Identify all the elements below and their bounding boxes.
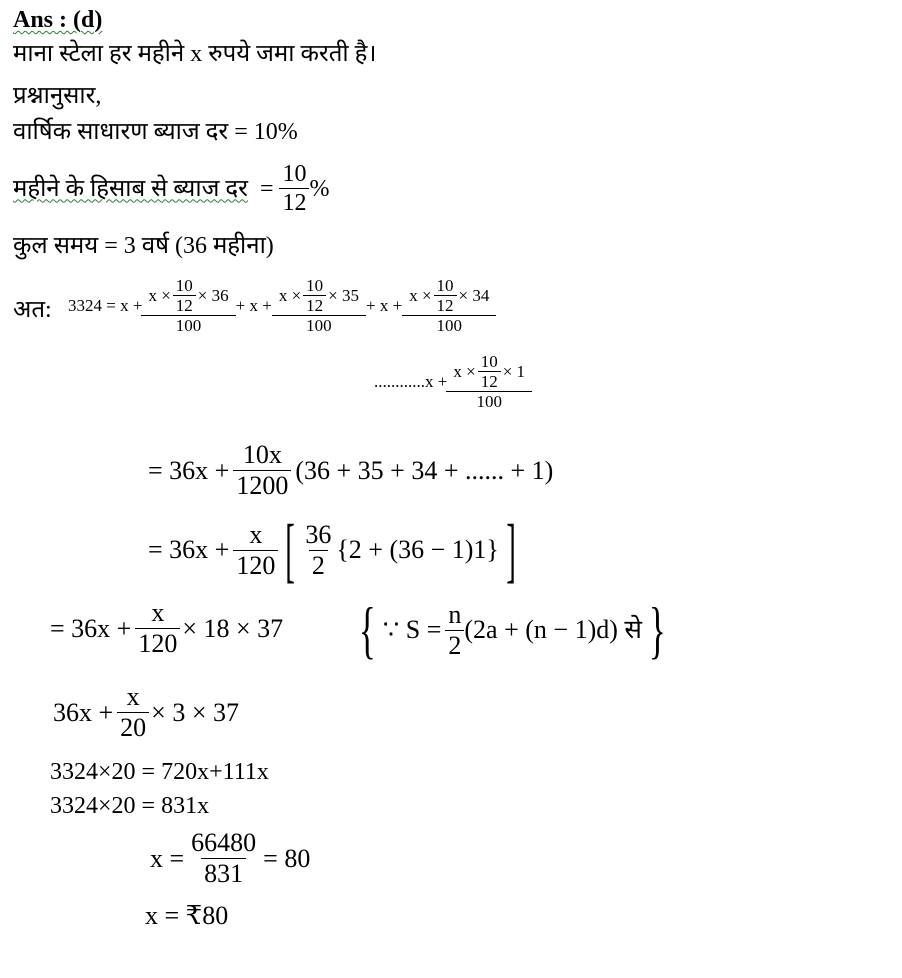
fraction-denominator: 12: [279, 188, 309, 217]
step-4-fraction: $\frac{x}{20}$: [117, 682, 149, 743]
series-term-2: x × $\frac{10}{12}$ × 35 100: [275, 276, 363, 335]
series-equation-row1: 3324 = x + x × $\frac{10}{12}$ × 36 100 + x + x × $\frac{10}{12}$ × 35 100 + x + x × $\frac{10}{12}$ × 34 100: [68, 276, 493, 335]
hence-label: अत:: [13, 297, 52, 323]
right-bracket: ]: [506, 510, 516, 590]
step-3-fraction: $\frac{x}{120}$: [135, 598, 180, 659]
step-7: x = $\frac{66480}{831}$ = 80: [150, 828, 311, 888]
inner-fraction: $\frac{10}{12}$: [434, 276, 457, 315]
formula-fraction: $\frac{n}{2}$: [445, 600, 464, 661]
step-2-inner-fraction: $\frac{36}{2}$: [305, 519, 332, 580]
line-annual-rate: वार्षिक साधारण ब्याज दर = 10%: [13, 119, 298, 145]
series-dots: ............x +: [374, 372, 448, 391]
line-total-time: [13, 232, 274, 260]
sum-formula-note: { ∵ S = $\frac{n}{2}$ (2a + (n − 1)d) से }: [358, 594, 666, 665]
series-term-last: x × $\frac{10}{12}$ × 1 100: [449, 352, 529, 411]
step-2: = 36x + $\frac{x}{120}$ [ $\frac{36}{2}$ {2 + (36 − 1)1} ]: [148, 510, 516, 590]
answer-label: [13, 6, 102, 34]
series-lhs: 3324 = x +: [68, 296, 143, 315]
monthly-rate-text: महीने के हिसाब से ब्याज दर: [13, 175, 248, 202]
step-2-fraction: $\frac{x}{120}$: [233, 520, 278, 581]
step-1: = 36x + $\frac{10x}{1200}$ (36 + 35 + 34 + ...... + 1): [148, 440, 554, 500]
fraction-10-12: [279, 160, 309, 217]
percent-sign: %: [309, 175, 330, 202]
right-brace: }: [648, 594, 666, 665]
series-equation-row2: [374, 352, 529, 411]
left-bracket: [: [285, 510, 296, 590]
final-answer: x = ₹80: [145, 901, 229, 930]
left-brace: {: [358, 594, 376, 665]
line-assumption: माना स्टेला हर महीने x रुपये जमा करती है।: [13, 41, 377, 67]
series-term-1: x × $\frac{10}{12}$ × 36 100: [144, 276, 232, 335]
step-5: 3324×20 = 720x+111x: [50, 759, 269, 785]
step-1-fraction: $\frac{10x}{1200}$: [233, 440, 291, 501]
step-3: = 36x + $\frac{x}{120}$ × 18 × 37: [50, 598, 284, 658]
step-6: 3324×20 = 831x: [50, 793, 210, 819]
step-7-fraction: $\frac{66480}{831}$: [191, 828, 257, 888]
total-time-text: कुल समय = 3 वर्ष (36 महीना): [13, 233, 274, 259]
series-term-3: x × $\frac{10}{12}$ × 34 100: [405, 276, 493, 335]
step-4: 36x + $\frac{x}{20}$ × 3 × 37: [53, 682, 239, 742]
inner-fraction: $\frac{10}{12}$: [173, 276, 196, 315]
inner-fraction: $\frac{10}{12}$: [478, 352, 501, 391]
fraction-numerator: 10: [282, 161, 307, 187]
line-monthly-rate: [13, 160, 329, 217]
answer-text: Ans : (d): [13, 7, 103, 33]
inner-fraction: $\frac{10}{12}$: [303, 276, 326, 315]
line-according: प्रश्नानुसार,: [13, 83, 102, 109]
equals-sign: =: [259, 175, 274, 202]
